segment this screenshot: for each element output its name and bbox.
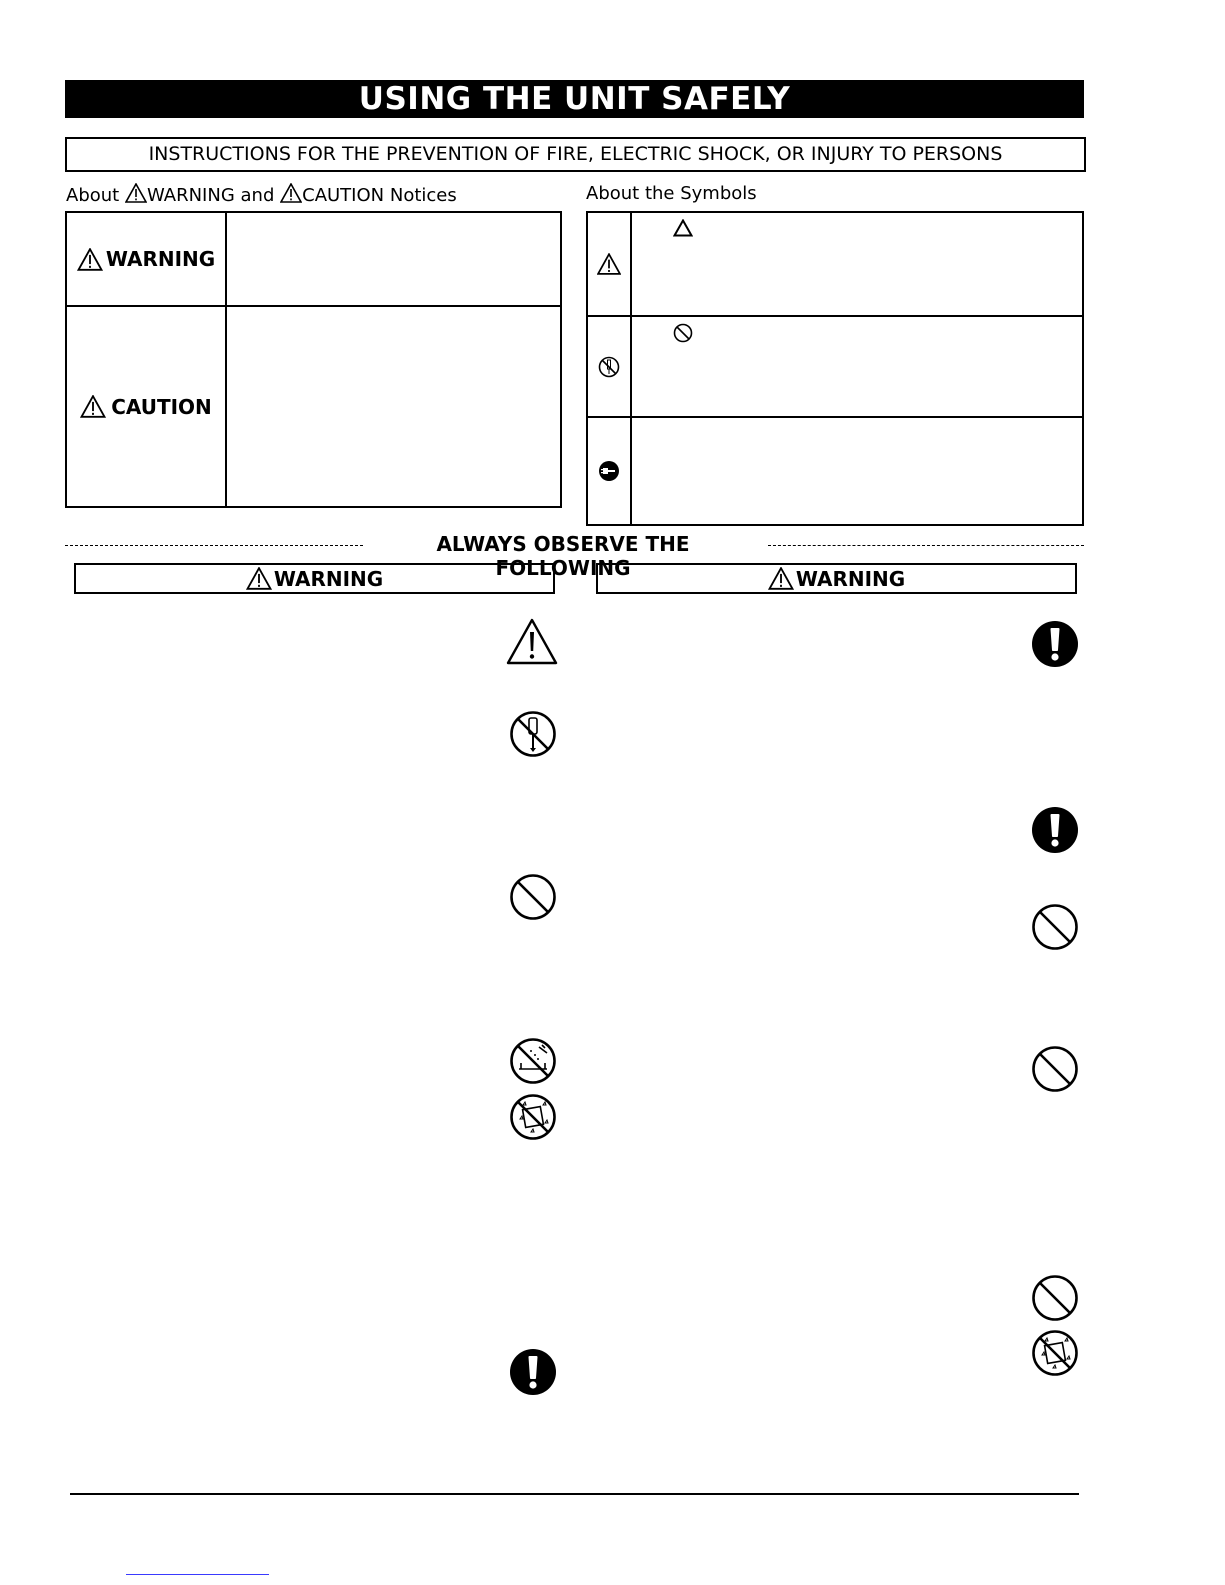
- prohibited-icon: [509, 873, 557, 921]
- mandatory-icon: [1031, 620, 1079, 668]
- symbols-heading: About the Symbols: [586, 183, 757, 204]
- warning-triangle-icon: [597, 253, 621, 275]
- notices-and-text: and: [240, 185, 275, 206]
- right-warning-header: [596, 563, 1077, 594]
- notices-caution-text: CAUTION: [302, 185, 385, 206]
- divider-right: [768, 545, 1084, 546]
- always-observe-heading: ALWAYS OBSERVE THE FOLLOWING: [436, 532, 690, 580]
- instructions-heading: INSTRUCTIONS FOR THE PREVENTION OF FIRE, ELECTRIC SHOCK, OR INJURY TO PERSONS: [65, 137, 1086, 172]
- caution-triangle-icon: [80, 395, 106, 418]
- no-wet-hands-icon: [509, 1093, 557, 1141]
- warning-triangle-icon: [77, 248, 103, 271]
- notices-row-warning: [67, 213, 560, 307]
- notices-warning-label-text: WARNING: [105, 247, 216, 271]
- outline-triangle-icon: [673, 219, 693, 237]
- notices-warning-label: [67, 213, 227, 305]
- symbols-row-warning: [588, 213, 1082, 317]
- mandatory-icon: [509, 1348, 557, 1396]
- prohibited-icon: [1031, 1045, 1079, 1093]
- mandatory-icon: [1031, 806, 1079, 854]
- notices-caution-label: [67, 307, 227, 506]
- no-wet-hands-icon: [1031, 1329, 1079, 1377]
- left-warning-header-text: WARNING: [273, 566, 384, 591]
- no-water-icon: [509, 1037, 557, 1085]
- notices-about-text: About: [66, 185, 120, 206]
- divider-left: [65, 545, 363, 546]
- warning-triangle-icon: [125, 183, 147, 203]
- symbols-table: [586, 211, 1084, 526]
- symbols-row-mandatory-cell: [588, 418, 632, 524]
- symbols-row-prohibited-cell: [588, 317, 632, 416]
- notices-caution-label-text: CAUTION: [111, 394, 212, 419]
- prohibited-icon: [1031, 1274, 1079, 1322]
- footer-rule: [70, 1493, 1079, 1495]
- unplug-icon: [598, 460, 620, 482]
- bottom-link-underline[interactable]: [126, 1574, 269, 1575]
- do-not-disassemble-icon: [509, 710, 557, 758]
- prohibited-icon: [1031, 903, 1079, 951]
- notices-heading: [66, 183, 457, 206]
- symbols-row-warning-cell: [588, 213, 632, 315]
- warning-triangle-icon: [246, 567, 272, 590]
- notices-row-caution: [67, 307, 560, 506]
- notices-warning-text: WARNING: [146, 185, 235, 206]
- warning-triangle-icon: [768, 567, 794, 590]
- notices-notices-text: Notices: [389, 185, 457, 206]
- page-title: USING THE UNIT SAFELY: [65, 80, 1084, 118]
- caution-triangle-icon: [280, 183, 302, 203]
- symbols-row-mandatory: [588, 418, 1082, 524]
- notices-table: [65, 211, 562, 508]
- right-warning-header-text: WARNING: [795, 566, 906, 591]
- do-not-disassemble-icon: [598, 356, 620, 378]
- warning-triangle-icon: [506, 618, 558, 665]
- symbols-row-prohibited: [588, 317, 1082, 418]
- left-warning-header: [74, 563, 555, 594]
- prohibited-icon: [673, 323, 693, 343]
